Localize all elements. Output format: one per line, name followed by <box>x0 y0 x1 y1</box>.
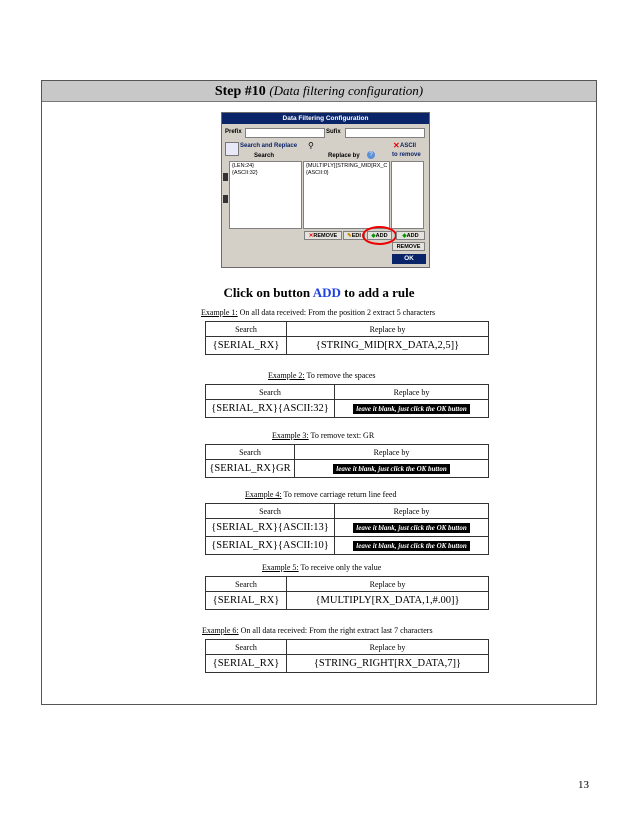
example-table <box>205 321 489 355</box>
replace-header: Replace by <box>335 504 489 519</box>
search-list[interactable]: {LEN:24} {ASCII:32} <box>229 161 302 229</box>
replace-cell: leave it blank, just click the OK button <box>353 523 469 533</box>
ascii-list[interactable] <box>391 161 424 229</box>
add-keyword: ADD <box>312 285 341 300</box>
help-icon[interactable]: ? <box>367 151 375 159</box>
data-filtering-dialog <box>221 112 430 268</box>
search-cell: {SERIAL_RX} <box>206 592 287 610</box>
example-caption: Example 4: To remove carriage return line feed <box>245 490 397 499</box>
replace-header: Replace by <box>295 445 489 460</box>
search-icon: ⚲ <box>308 141 314 150</box>
search-replace-label: Search and Replace <box>240 143 298 149</box>
ok-button[interactable]: OK <box>392 254 426 264</box>
search-header: Search <box>206 640 287 655</box>
step-subtitle: (Data filtering configuration) <box>269 83 424 98</box>
example-caption: Example 3: To remove text: GR <box>272 431 375 440</box>
search-header: Search <box>206 445 295 460</box>
search-column-label: Search <box>254 153 275 159</box>
replace-cell: {STRING_MID[RX_DATA,2,5]} <box>287 337 489 355</box>
search-replace-icon <box>225 142 239 156</box>
search-header: Search <box>206 322 287 337</box>
replace-header: Replace by <box>287 577 489 592</box>
dialog-title: Data Filtering Configuration <box>222 113 429 124</box>
replace-cell: {MULTIPLY[RX_DATA,1,#.00]} <box>287 592 489 610</box>
search-cell: {SERIAL_RX} <box>206 655 287 673</box>
add-ascii-button[interactable]: ◆ADD <box>396 231 425 240</box>
example-caption: Example 2: To remove the spaces <box>268 371 376 380</box>
ascii-label: ASCII <box>400 143 417 149</box>
example-table <box>205 639 489 673</box>
search-cell: {SERIAL_RX}{ASCII:32} <box>206 400 335 418</box>
side-tab-icon <box>223 195 228 203</box>
example-caption: Example 6: On all data received: From the right extract last 7 characters <box>202 626 433 635</box>
search-cell: {SERIAL_RX}GR <box>206 460 295 478</box>
step-header <box>42 81 596 102</box>
side-tab-icon <box>223 173 228 181</box>
example-table <box>205 503 489 555</box>
search-cell: {SERIAL_RX}{ASCII:13} <box>206 519 335 537</box>
remove-ascii-button[interactable]: REMOVE <box>392 242 425 251</box>
instruction-text: Click on button ADD to add a rule <box>223 285 415 300</box>
add-button[interactable]: ◆ADD <box>367 231 392 240</box>
example-table <box>205 384 489 418</box>
replace-header: Replace by <box>287 322 489 337</box>
replace-column-label: Replace by <box>328 153 360 159</box>
search-header: Search <box>206 504 335 519</box>
example-table <box>205 444 489 478</box>
step-frame <box>41 80 597 705</box>
prefix-input[interactable] <box>245 128 325 138</box>
replace-cell: leave it blank, just click the OK button <box>333 464 449 474</box>
edit-button[interactable]: ✎EDI <box>343 231 365 240</box>
close-x-icon: ✕ <box>393 141 400 150</box>
replace-cell: leave it blank, just click the OK button <box>353 541 469 551</box>
search-cell: {SERIAL_RX}{ASCII:10} <box>206 537 335 555</box>
search-header: Search <box>206 385 335 400</box>
replace-header: Replace by <box>287 640 489 655</box>
replace-list[interactable]: {MULTIPLY[{STRING_MID[RX_C {ASCII:0} <box>303 161 390 229</box>
prefix-label: Prefix <box>225 129 242 135</box>
example-caption: Example 1: On all data received: From the position 2 extract 5 characters <box>201 308 436 317</box>
remove-button[interactable]: ✕REMOVE <box>304 231 342 240</box>
replace-cell: leave it blank, just click the OK button <box>353 404 469 414</box>
page-number: 13 <box>578 779 589 791</box>
example-table <box>205 576 489 610</box>
search-cell: {SERIAL_RX} <box>206 337 287 355</box>
replace-cell: {STRING_RIGHT[RX_DATA,7]} <box>287 655 489 673</box>
example-caption: Example 5: To receive only the value <box>262 563 382 572</box>
search-header: Search <box>206 577 287 592</box>
suffix-label: Sufix <box>326 129 341 135</box>
suffix-input[interactable] <box>345 128 425 138</box>
to-remove-label: to remove <box>392 152 421 158</box>
step-title: Step #10 <box>214 84 266 99</box>
replace-header: Replace by <box>335 385 489 400</box>
